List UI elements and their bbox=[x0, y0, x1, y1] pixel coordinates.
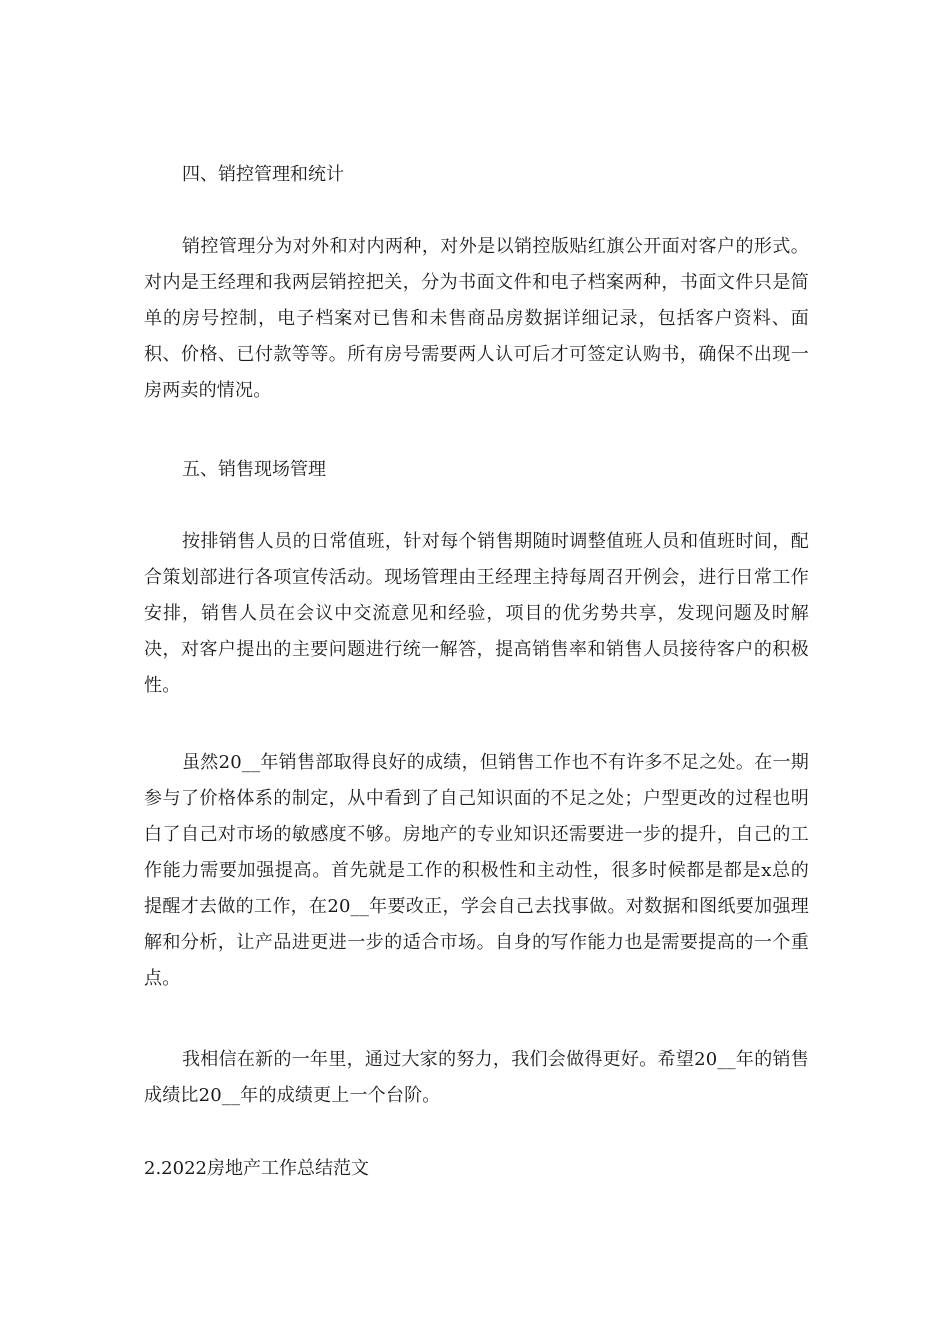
section-four-heading: 四、销控管理和统计 bbox=[182, 164, 344, 185]
next-article-title: 2.2022房地产工作总结范文 bbox=[144, 1158, 369, 1179]
section-four-paragraph: 销控管理分为对外和对内两种，对外是以销控版贴红旗公开面对客户的形式。对内是王经理和我两层销控把关，分为书面文件和电子档案两种，书面文件只是简单的房号控制，电子档案对已售和未售商品房数据详细记录，包括客户资料、面积、价格、已付款等等。所有房号需要两人认可后才可签定认购书，确保不出现一房两卖的情况。 bbox=[144, 236, 809, 401]
section-five-heading: 五、销售现场管理 bbox=[182, 459, 326, 480]
section-five-paragraph: 按排销售人员的日常值班，针对每个销售期随时调整值班人员和值班时间，配合策划部进行各项宣传活动。现场管理由王经理主持每周召开例会，进行日常工作安排，销售人员在会议中交流意见和经验，项目的优劣势共享，发现问题及时解决，对客户提出的主要问题进行统一解答，提高销售率和销售人员接待客户的积极性。 bbox=[144, 531, 809, 696]
closing-paragraph: 我相信在新的一年里，通过大家的努力，我们会做得更好。希望20__年的销售成绩比20__年的成绩更上一个台阶。 bbox=[144, 1049, 809, 1106]
reflection-paragraph: 虽然20__年销售部取得良好的成绩，但销售工作也不有许多不足之处。在一期参与了价格体系的制定，从中看到了自己知识面的不足之处；户型更改的过程也明白了自己对市场的敏感度不够。房地产的专业知识还需要进一步的提升，自己的工作能力需要加强提高。首先就是工作的积极性和主动性，很多时候都是都是x总的提醒才去做的工作，在20__年要改正，学会自己去找事做。对数据和图纸要加强理解和分析，让产品进更进一步的适合市场。自身的写作能力也是需要提高的一个重点。 bbox=[144, 752, 809, 989]
